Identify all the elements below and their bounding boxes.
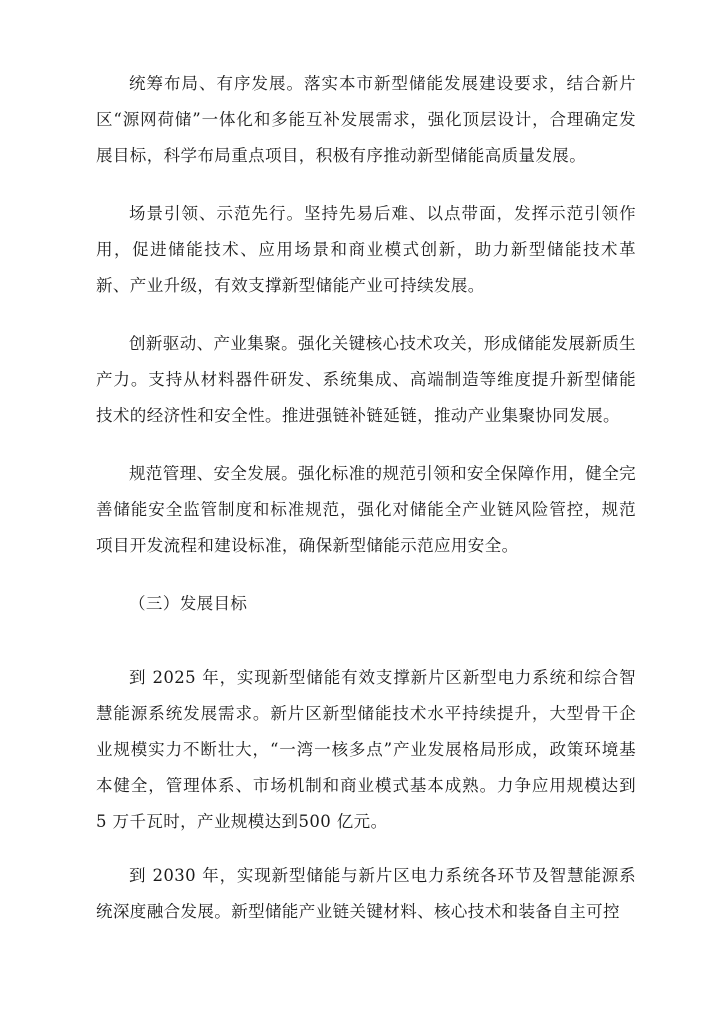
- paragraph-goal-2025: 到 2025 年，实现新型储能有效支撑新片区新型电力系统和综合智慧能源系统发展需求。新片区新型储能技术水平持续提升，大型骨干企业规模实力不断壮大，“一湾一核多点”产业发展格局形成，政策环境基本健全，管理体系、市场机制和商业模式基本成熟。力争应用规模达到 5 万千瓦时，产业规模达到500 亿元。: [96, 668, 636, 831]
- paragraph-scenario-leading: 场景引领、示范先行。坚持先易后难、以点带面，发挥示范引领作用，促进储能技术、应用场景和商业模式创新，助力新型储能技术革新、产业升级，有效支撑新型储能产业可持续发展。: [96, 204, 636, 295]
- paragraph-coordinated-layout: 统筹布局、有序发展。落实本市新型储能发展建设要求，结合新片区“源网荷储”一体化和多能互补发展需求，强化顶层设计，合理确定发展目标，科学布局重点项目，积极有序推动新型储能高质量发展。: [96, 74, 636, 165]
- paragraph-goal-2030: 到 2030 年，实现新型储能与新片区电力系统各环节及智慧能源系统深度融合发展。新型储能产业链关键材料、核心技术和装备自主可控: [96, 866, 636, 921]
- paragraph-innovation-driven: 创新驱动、产业集聚。强化关键核心技术攻关，形成储能发展新质生产力。支持从材料器件研发、系统集成、高端制造等维度提升新型储能技术的经济性和安全性。推进强链补链延链，推动产业集聚协同发展。: [96, 334, 636, 425]
- paragraph-standardized-management: 规范管理、安全发展。强化标准的规范引领和安全保障作用，健全完善储能安全监管制度和标准规范，强化对储能全产业链风险管控，规范项目开发流程和建设标准，确保新型储能示范应用安全。: [96, 464, 636, 555]
- section-heading: （三）发展目标: [129, 594, 248, 613]
